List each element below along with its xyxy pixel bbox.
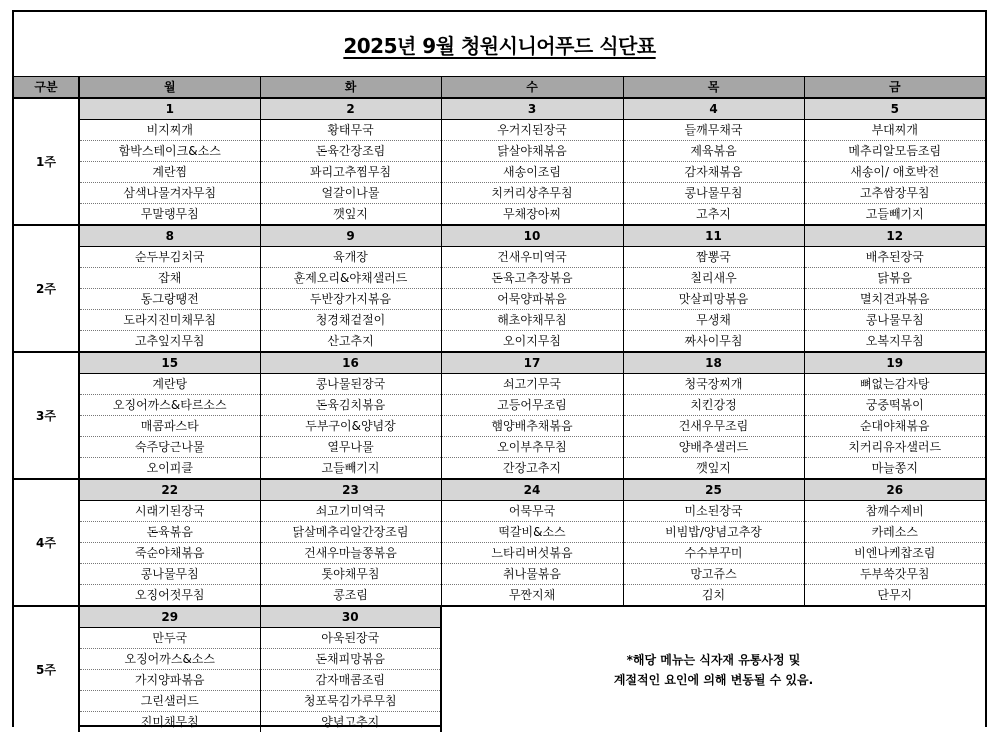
menu-item: 멸치견과볶음	[804, 289, 985, 310]
menu-item: 새송이조림	[441, 162, 623, 183]
menu-item: 그린샐러드	[79, 691, 260, 712]
menu-item: 아욱된장국	[260, 628, 441, 649]
day-header: 화	[260, 77, 441, 99]
menu-row	[14, 374, 985, 395]
menu-item: 오이지무침	[441, 331, 623, 353]
header-row	[14, 77, 985, 99]
menu-item: 들깨무채국	[623, 120, 804, 141]
menu-table	[14, 76, 985, 732]
menu-row	[14, 310, 985, 331]
menu-item: 고추지	[623, 204, 804, 226]
menu-item: 부대찌개	[804, 120, 985, 141]
menu-item: 함박스테이크&소스	[79, 141, 260, 162]
menu-item: 메추리알모듬조림	[804, 141, 985, 162]
page-title: 2025년 9월 청원시니어푸드 식단표	[343, 33, 656, 58]
menu-item: 햄양배추채볶음	[441, 416, 623, 437]
menu-item: 비지찌개	[79, 120, 260, 141]
week-column-header: 구분	[14, 77, 79, 99]
menu-item: 김치	[623, 585, 804, 607]
menu-item: 제육볶음	[623, 141, 804, 162]
menu-item: 떡갈비&소스	[441, 522, 623, 543]
menu-item: 카레소스	[804, 522, 985, 543]
menu-item: 만두국	[79, 628, 260, 649]
menu-row	[14, 247, 985, 268]
day-header: 금	[804, 77, 985, 99]
menu-row	[14, 162, 985, 183]
menu-item: 배추된장국	[804, 247, 985, 268]
menu-item: 궁중떡볶이	[804, 395, 985, 416]
menu-row	[14, 204, 985, 226]
day-header: 수	[441, 77, 623, 99]
date-row	[14, 606, 985, 628]
menu-item: 참깨수제비	[804, 501, 985, 522]
menu-row	[14, 268, 985, 289]
menu-item: 맛살피망볶음	[623, 289, 804, 310]
menu-item: 깻잎지	[623, 458, 804, 480]
menu-item: 콩조림	[260, 585, 441, 607]
menu-item: 고등어무조림	[441, 395, 623, 416]
date-cell: 19	[804, 352, 985, 374]
menu-item: 황태무국	[260, 120, 441, 141]
menu-item: 콩나물된장국	[260, 374, 441, 395]
menu-item: 청경채겉절이	[260, 310, 441, 331]
menu-item: 청포묵김가루무침	[260, 691, 441, 712]
week-label: 3주	[14, 352, 79, 479]
menu-item: 진미채무침	[79, 712, 260, 733]
menu-item: 뼈없는감자탕	[804, 374, 985, 395]
date-row	[14, 225, 985, 247]
notice-line-1: *해당 메뉴는 식자재 유통사정 및	[626, 652, 801, 667]
menu-row	[14, 395, 985, 416]
menu-item: 무짠지채	[441, 585, 623, 607]
menu-item: 돈육간장조림	[260, 141, 441, 162]
menu-table-body	[14, 77, 985, 733]
menu-item: 시래기된장국	[79, 501, 260, 522]
menu-item: 비엔나케찹조림	[804, 543, 985, 564]
menu-item: 콩나물무침	[804, 310, 985, 331]
menu-item: 취나물볶음	[441, 564, 623, 585]
menu-row	[14, 522, 985, 543]
menu-item: 어묵양파볶음	[441, 289, 623, 310]
menu-row	[14, 141, 985, 162]
menu-item: 어묵무국	[441, 501, 623, 522]
menu-item: 두부쑥갓무침	[804, 564, 985, 585]
menu-item: 치커리유자샐러드	[804, 437, 985, 458]
date-cell: 10	[441, 225, 623, 247]
menu-item: 오이피클	[79, 458, 260, 480]
menu-row	[14, 289, 985, 310]
menu-item: 양배추샐러드	[623, 437, 804, 458]
menu-row	[14, 183, 985, 204]
menu-item: 건새우미역국	[441, 247, 623, 268]
menu-item: 오복지무침	[804, 331, 985, 353]
menu-item: 오징어젓무침	[79, 585, 260, 607]
menu-item: 고추잎지무침	[79, 331, 260, 353]
menu-item: 미소된장국	[623, 501, 804, 522]
menu-item: 건새우마늘쫑볶음	[260, 543, 441, 564]
menu-item: 느타리버섯볶음	[441, 543, 623, 564]
menu-item: 열무나물	[260, 437, 441, 458]
menu-row	[14, 437, 985, 458]
menu-row	[14, 416, 985, 437]
week-label: 5주	[14, 606, 79, 732]
menu-item: 죽순야채볶음	[79, 543, 260, 564]
date-cell: 2	[260, 98, 441, 120]
menu-item: 고들빼기지	[260, 458, 441, 480]
menu-item: 깻잎지	[260, 204, 441, 226]
menu-item: 계란찜	[79, 162, 260, 183]
date-cell: 5	[804, 98, 985, 120]
menu-item: 비빔밥/양념고추장	[623, 522, 804, 543]
menu-row	[14, 458, 985, 480]
date-cell: 30	[260, 606, 441, 628]
menu-item: 닭살메추리알간장조림	[260, 522, 441, 543]
menu-item: 무말랭무침	[79, 204, 260, 226]
menu-item: 건새우무조림	[623, 416, 804, 437]
menu-item: 오징어까스&소스	[79, 649, 260, 670]
menu-item: 숙주당근나물	[79, 437, 260, 458]
menu-item: 망고쥬스	[623, 564, 804, 585]
menu-item: 해초야채무침	[441, 310, 623, 331]
menu-row	[14, 585, 985, 607]
menu-row	[14, 543, 985, 564]
menu-item: 삼색나물겨자무침	[79, 183, 260, 204]
day-header: 목	[623, 77, 804, 99]
menu-row	[14, 120, 985, 141]
menu-row	[14, 501, 985, 522]
menu-item: 잡채	[79, 268, 260, 289]
date-cell: 29	[79, 606, 260, 628]
date-cell: 18	[623, 352, 804, 374]
menu-sheet	[12, 10, 987, 727]
menu-item: 감자채볶음	[623, 162, 804, 183]
menu-item: 치커리상추무침	[441, 183, 623, 204]
menu-item: 칠리새우	[623, 268, 804, 289]
menu-item: 고추쌈장무침	[804, 183, 985, 204]
menu-item: 단무지	[804, 585, 985, 607]
menu-item: 돈육김치볶음	[260, 395, 441, 416]
menu-item: 마늘쫑지	[804, 458, 985, 480]
menu-item: 양념고추지	[260, 712, 441, 733]
date-cell: 4	[623, 98, 804, 120]
menu-notice	[441, 606, 985, 732]
menu-item: 고들빼기지	[804, 204, 985, 226]
menu-item: 치킨강정	[623, 395, 804, 416]
menu-item: 순대야채볶음	[804, 416, 985, 437]
menu-item: 꽈리고추찜무침	[260, 162, 441, 183]
date-cell: 16	[260, 352, 441, 374]
date-row	[14, 352, 985, 374]
date-cell: 24	[441, 479, 623, 501]
date-cell: 17	[441, 352, 623, 374]
menu-item: 우거지된장국	[441, 120, 623, 141]
menu-item: 두부구이&양념장	[260, 416, 441, 437]
menu-item: 가지양파볶음	[79, 670, 260, 691]
menu-item: 간장고추지	[441, 458, 623, 480]
menu-item: 돈육고추장볶음	[441, 268, 623, 289]
menu-item: 순두부김치국	[79, 247, 260, 268]
menu-item: 돈육볶음	[79, 522, 260, 543]
menu-row	[14, 331, 985, 353]
date-cell: 23	[260, 479, 441, 501]
date-cell: 3	[441, 98, 623, 120]
date-cell: 25	[623, 479, 804, 501]
menu-item: 훈제오리&야채샐러드	[260, 268, 441, 289]
day-header: 월	[79, 77, 260, 99]
menu-item: 새송이/ 애호박전	[804, 162, 985, 183]
menu-item: 톳야채무침	[260, 564, 441, 585]
menu-item: 닭살야채볶음	[441, 141, 623, 162]
menu-item: 무채장아찌	[441, 204, 623, 226]
menu-item: 청국장찌개	[623, 374, 804, 395]
date-cell: 11	[623, 225, 804, 247]
menu-item: 무생채	[623, 310, 804, 331]
menu-row	[14, 564, 985, 585]
menu-item: 짜사이무침	[623, 331, 804, 353]
date-cell: 1	[79, 98, 260, 120]
page-title-area	[14, 12, 985, 76]
menu-item: 도라지진미채무침	[79, 310, 260, 331]
menu-item: 짬뽕국	[623, 247, 804, 268]
menu-item: 수수부꾸미	[623, 543, 804, 564]
date-cell: 8	[79, 225, 260, 247]
menu-item: 오이부추무침	[441, 437, 623, 458]
date-cell: 9	[260, 225, 441, 247]
menu-item: 두반장가지볶음	[260, 289, 441, 310]
menu-item: 감자매콤조림	[260, 670, 441, 691]
notice-line-2: 계절적인 요인에 의해 변동될 수 있음.	[613, 672, 814, 687]
menu-item: 콩나물무침	[79, 564, 260, 585]
menu-item: 산고추지	[260, 331, 441, 353]
week-label: 4주	[14, 479, 79, 606]
menu-item: 닭볶음	[804, 268, 985, 289]
date-cell: 12	[804, 225, 985, 247]
menu-item: 얼갈이나물	[260, 183, 441, 204]
menu-item: 동그랑땡전	[79, 289, 260, 310]
menu-item: 계란탕	[79, 374, 260, 395]
date-row	[14, 98, 985, 120]
menu-item: 오징어까스&타르소스	[79, 395, 260, 416]
menu-item: 쇠고기무국	[441, 374, 623, 395]
date-cell: 26	[804, 479, 985, 501]
menu-item: 육개장	[260, 247, 441, 268]
date-cell: 15	[79, 352, 260, 374]
week-label: 1주	[14, 98, 79, 225]
menu-item: 쇠고기미역국	[260, 501, 441, 522]
menu-item: 매콤파스타	[79, 416, 260, 437]
date-row	[14, 479, 985, 501]
menu-item: 콩나물무침	[623, 183, 804, 204]
date-cell: 22	[79, 479, 260, 501]
menu-item: 돈채피망볶음	[260, 649, 441, 670]
week-label: 2주	[14, 225, 79, 352]
